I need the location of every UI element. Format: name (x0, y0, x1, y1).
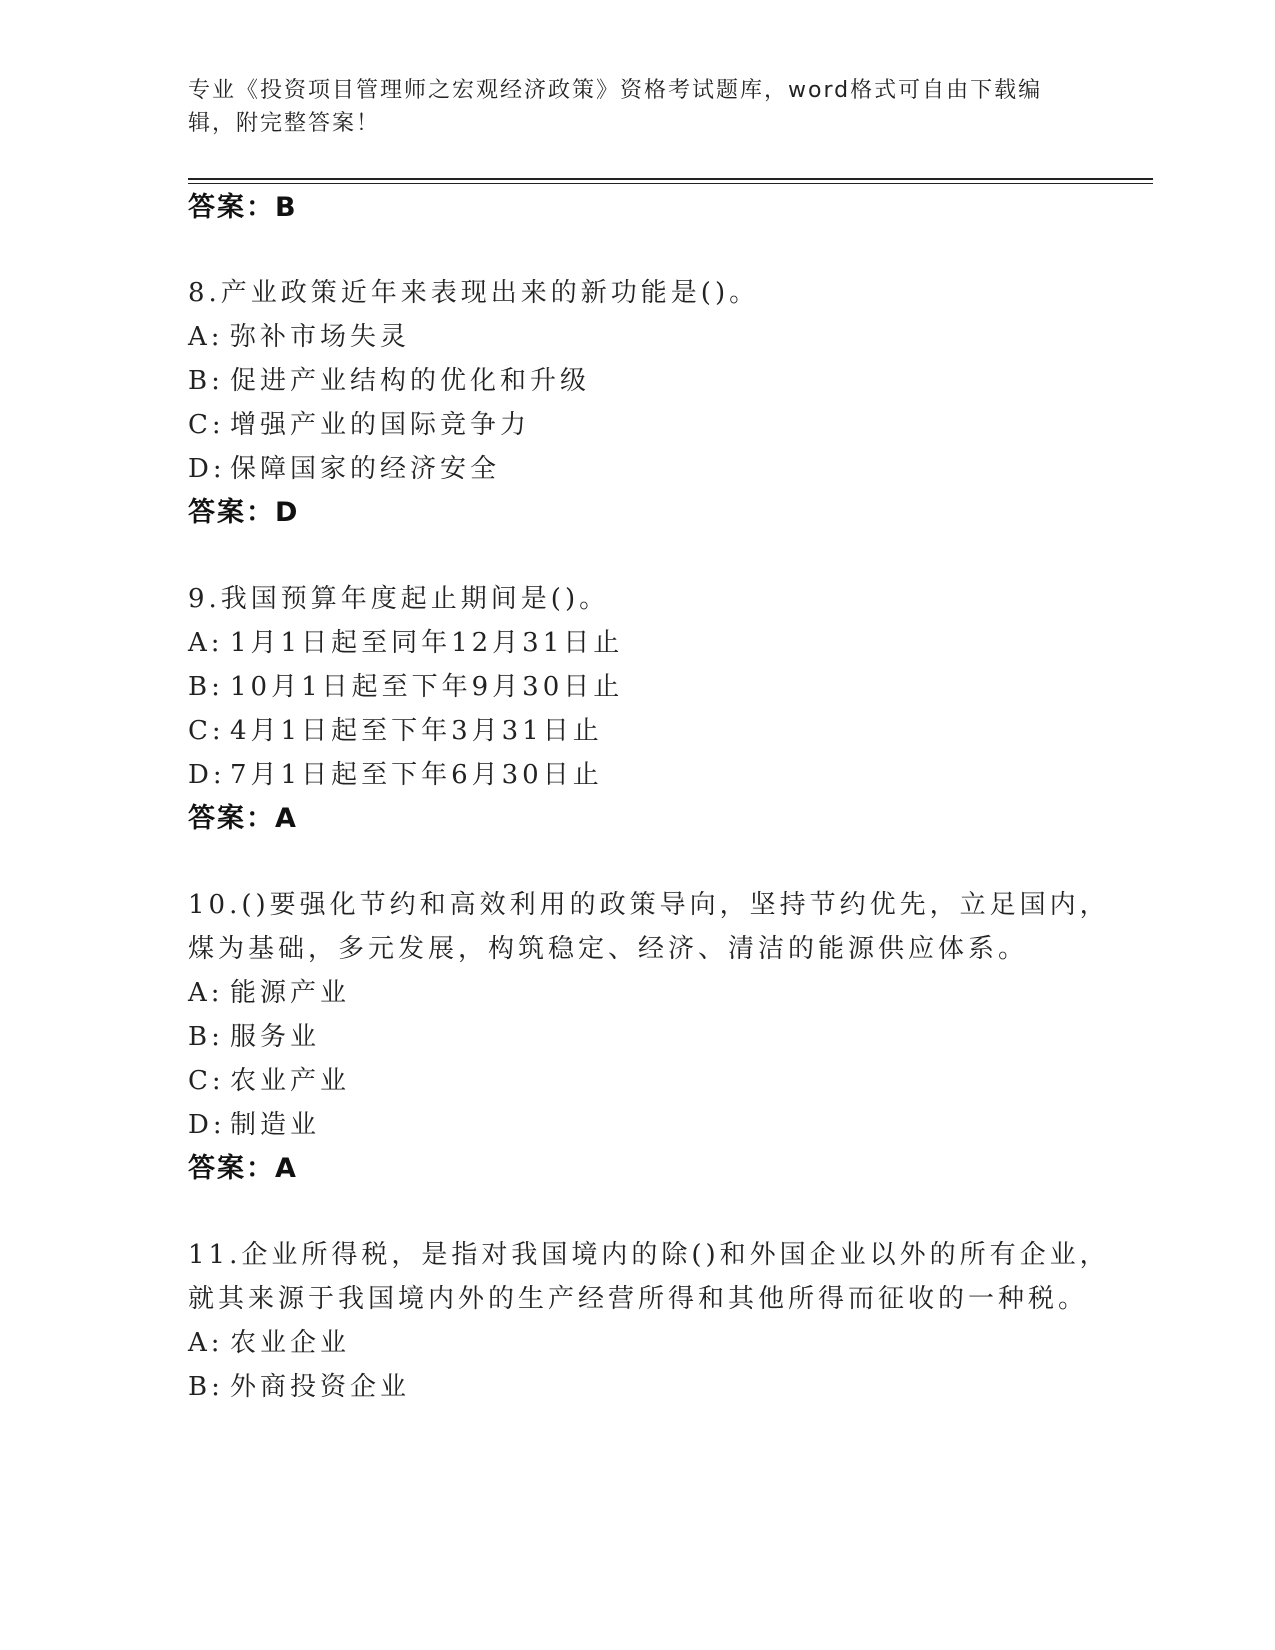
question-11-stem-line-2: 就其来源于我国境内外的生产经营所得和其他所得而征收的一种税。 (188, 1284, 1089, 1314)
option-text: 1月1日起至同年12月31日止 (230, 628, 624, 658)
option-text: 农业产业 (230, 1066, 351, 1096)
question-9-option-c (188, 716, 603, 746)
option-text: 保障国家的经济安全 (230, 454, 501, 484)
option-text: 10月1日起至下年9月30日止 (230, 672, 624, 702)
option-letter: A: (188, 978, 224, 1008)
question-11-option-a (188, 1328, 350, 1358)
option-letter: D: (188, 760, 226, 790)
option-letter: D: (188, 454, 226, 484)
document-header (188, 74, 1068, 140)
question-9-option-b (188, 672, 623, 702)
question-10-option-d (188, 1110, 320, 1140)
option-text: 4月1日起至下年3月31日止 (230, 716, 603, 746)
header-divider-thick (188, 178, 1153, 180)
option-text: 外商投资企业 (230, 1372, 411, 1402)
question-9-option-d (188, 760, 603, 790)
question-10-stem-line-2: 煤为基础，多元发展，构筑稳定、经济、清洁的能源供应体系。 (188, 934, 1029, 964)
question-9-stem: 9.我国预算年度起止期间是()。 (188, 584, 610, 614)
question-8-option-a (188, 322, 410, 352)
question-8-stem: 8.产业政策近年来表现出来的新功能是()。 (188, 278, 760, 308)
option-letter: C: (188, 410, 225, 440)
option-letter: B: (188, 672, 224, 702)
option-text: 增强产业的国际竞争力 (230, 410, 531, 440)
question-10-option-b (188, 1022, 320, 1052)
option-letter: C: (188, 1066, 225, 1096)
option-letter: A: (188, 322, 224, 352)
question-11-stem-line-1: 11.企业所得税，是指对我国境内的除()和外国企业以外的所有企业， (188, 1240, 1110, 1270)
option-letter: B: (188, 366, 224, 396)
question-10-option-a (188, 978, 350, 1008)
option-letter: C: (188, 716, 225, 746)
option-text: 服务业 (230, 1022, 321, 1052)
question-8-option-b (188, 366, 590, 396)
answer-q10: 答案：A (188, 1153, 298, 1184)
question-8-option-d (188, 454, 500, 484)
option-text: 能源产业 (230, 978, 351, 1008)
option-text: 农业企业 (230, 1328, 351, 1358)
option-text: 7月1日起至下年6月30日止 (230, 760, 603, 790)
option-letter: A: (188, 628, 224, 658)
question-10-stem-line-1: 10.()要强化节约和高效利用的政策导向，坚持节约优先，立足国内， (188, 890, 1110, 920)
option-text: 弥补市场失灵 (230, 322, 411, 352)
header-intro-text: 专业《投资项目管理师之宏观经济政策》资格考试题库，word格式可自由下载编辑，附完整答案！ (188, 78, 1043, 136)
question-11-option-b (188, 1372, 410, 1402)
option-text: 制造业 (230, 1110, 321, 1140)
question-10-option-c (188, 1066, 350, 1096)
question-8-option-c (188, 410, 530, 440)
answer-q8: 答案：D (188, 497, 300, 528)
answer-q7: 答案：B (188, 192, 298, 223)
option-letter: B: (188, 1372, 224, 1402)
answer-q9: 答案：A (188, 803, 298, 834)
option-letter: B: (188, 1022, 224, 1052)
option-letter: A: (188, 1328, 224, 1358)
option-letter: D: (188, 1110, 226, 1140)
header-divider-thin (188, 183, 1153, 184)
question-9-option-a (188, 628, 623, 658)
option-text: 促进产业结构的优化和升级 (230, 366, 591, 396)
